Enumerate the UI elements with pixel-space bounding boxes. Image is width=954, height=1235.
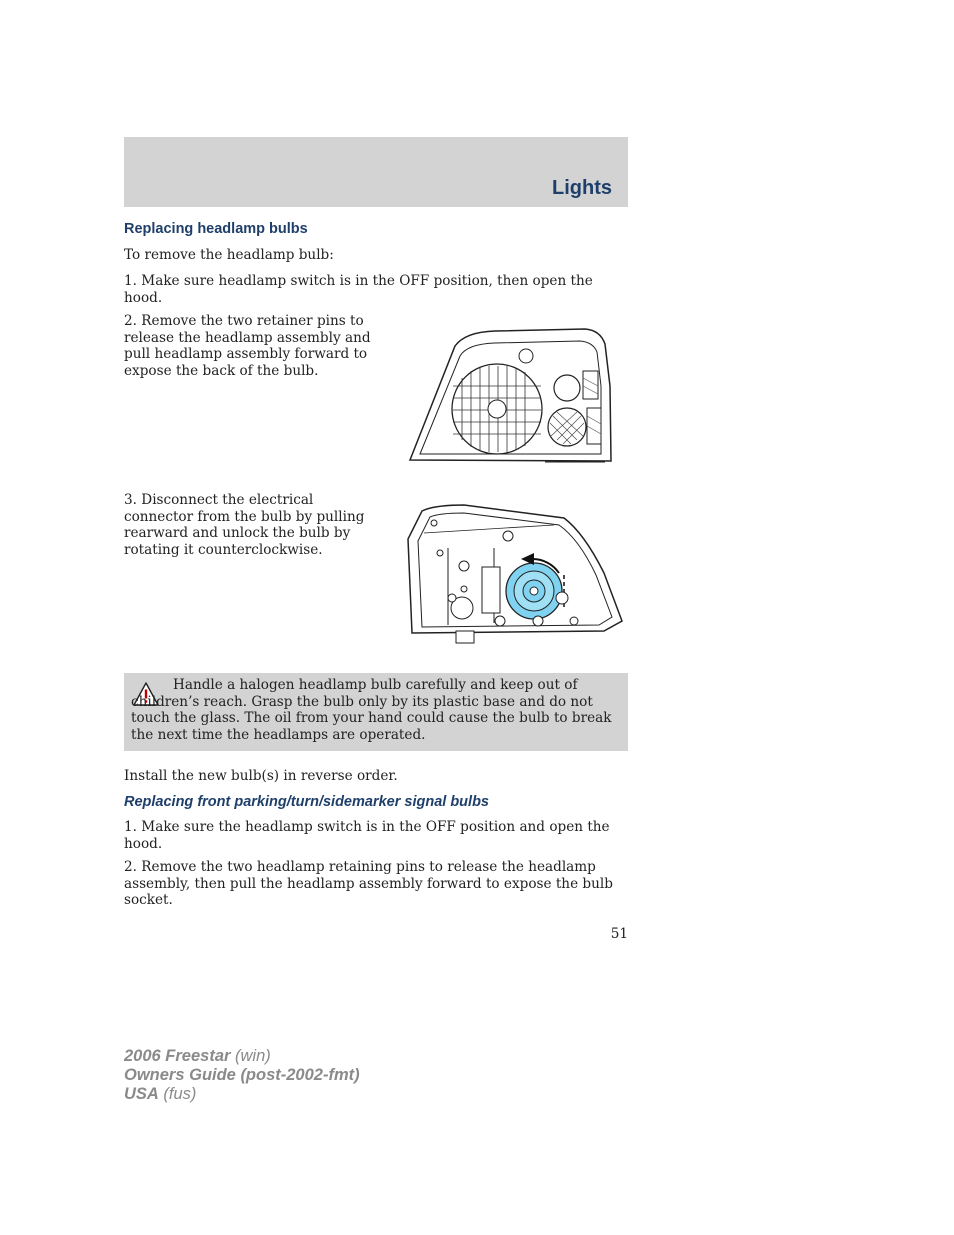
signal-step-1-text: 1. Make sure the headlamp switch is in the OFF position and open the hood. [124,819,610,852]
intro-text: To remove the headlamp bulb: [124,247,334,263]
section-title: Lights [552,177,612,199]
footer-region-code: (fus) [158,1085,197,1103]
section-header-band [124,137,628,207]
footer-line-3 [124,1085,360,1104]
install-text: Install the new bulb(s) in reverse order. [124,768,398,784]
footer-line-2 [124,1066,360,1085]
footer-region: USA [124,1085,159,1103]
step-1-text: 1. Make sure headlamp switch is in the OFF position, then open the hood. [124,273,593,306]
heading-replacing-headlamp-bulbs: Replacing headlamp bulbs [124,221,308,237]
warning-text: Handle a halogen headlamp bulb carefully and keep out of children’s reach. Grasp the bulb only by its plastic base and do not touch the glass. The oil from your hand could cause the bulb to break the next time the headlamps are operated. [131,677,612,743]
heading-replacing-signal-bulbs: Replacing front parking/turn/sidemarker signal bulbs [124,794,489,810]
document-footer [124,1047,360,1104]
warning-box [124,673,628,751]
footer-line-1 [124,1047,360,1066]
headlamp-assembly-illustration [405,326,615,468]
footer-model-code: (win) [230,1047,271,1065]
step-2-text: 2. Remove the two retainer pins to release the headlamp assembly and pull headlamp assembly forward to expose the back of the bulb. [124,313,371,379]
page-number: 51 [610,926,628,942]
signal-step-2-text: 2. Remove the two headlamp retaining pins to release the headlamp assembly, then pull the headlamp assembly forward to expose the bulb socket. [124,859,613,908]
headlamp-back-bulb-illustration [404,503,626,645]
footer-guide: Owners Guide (post-2002-fmt) [124,1066,360,1084]
step-3-text: 3. Disconnect the electrical connector from the bulb by pulling rearward and unlock the bulb by rotating it counterclockwise. [124,492,365,558]
footer-model: 2006 Freestar [124,1047,231,1065]
